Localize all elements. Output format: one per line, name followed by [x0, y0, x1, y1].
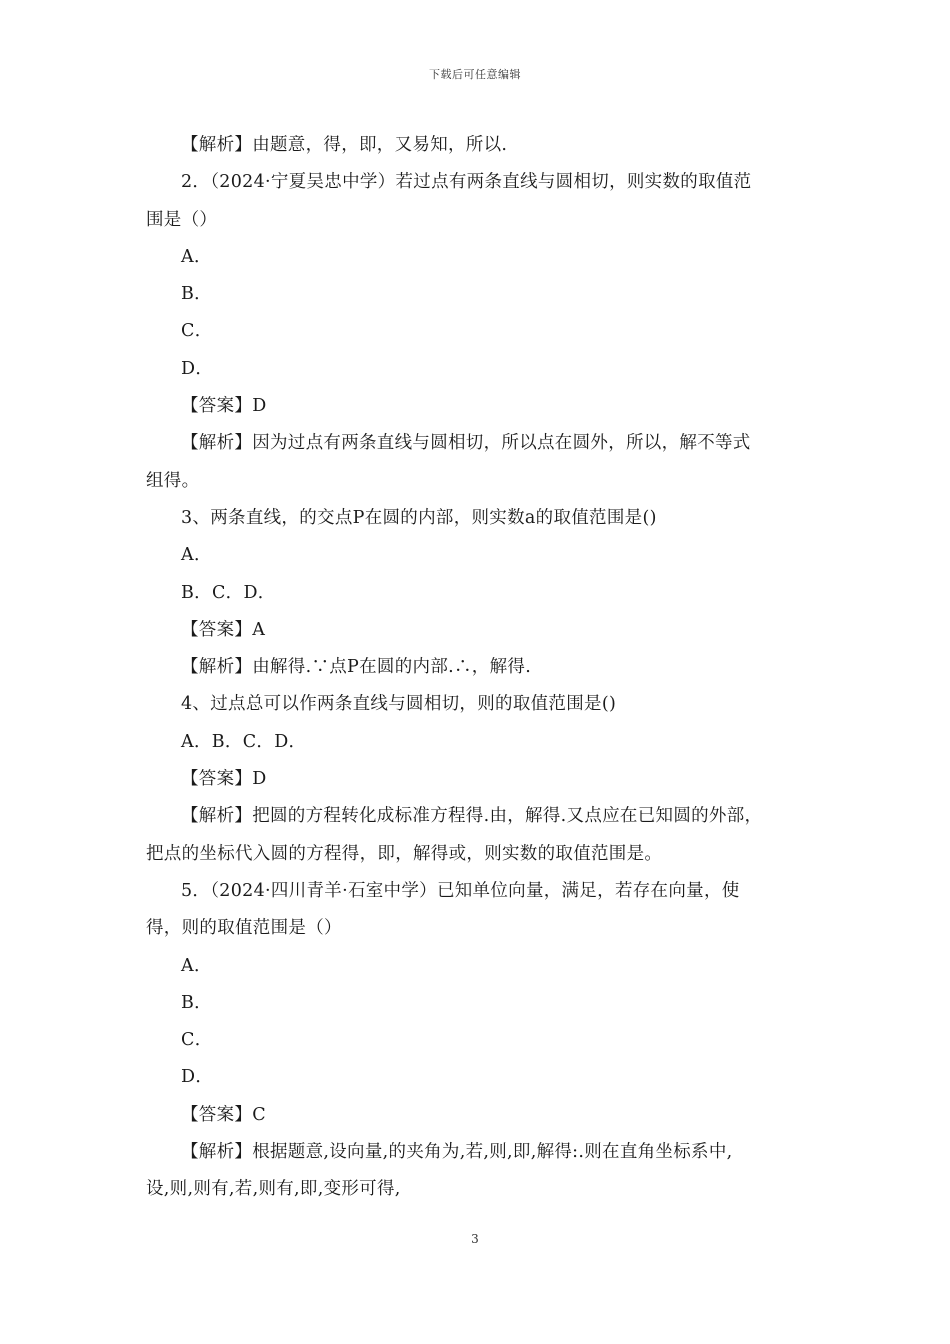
text-line: 5．（2024·四川青羊·石室中学）已知单位向量，满足，若存在向量，使 — [181, 880, 740, 901]
text-line: A． — [181, 955, 212, 976]
text-line: 【解析】由题意，得，即，又易知，所以. — [181, 135, 508, 155]
text-line: 【解析】由解得.∵点P在圆的内部.∴，解得. — [181, 657, 532, 678]
text-line: 围是（） — [146, 209, 218, 230]
text-line: 组得。 — [146, 470, 200, 491]
text-line: 4、过点总可以作两条直线与圆相切，则的取值范围是() — [181, 694, 617, 715]
text-line: C． — [181, 321, 213, 342]
text-line: 【解析】根据题意,设向量,的夹角为,若,则,即,解得:.则在直角坐标系中, — [181, 1142, 733, 1163]
document-body — [146, 127, 812, 1209]
text-line: D． — [181, 358, 214, 379]
text-line: D． — [181, 1067, 214, 1088]
text-line: 3、两条直线，的交点P在圆的内部，则实数a的取值范围是() — [181, 507, 657, 528]
text-line: A．B．C．D． — [181, 731, 307, 752]
page-header: 下载后可任意编辑 — [429, 68, 521, 81]
text-line: 【解析】把圆的方程转化成标准方程得.由，解得.又点应在已知圆的外部， — [181, 806, 763, 827]
text-line: A． — [181, 246, 212, 267]
text-line: B． — [181, 284, 212, 305]
text-line: A． — [181, 545, 212, 566]
text-line: 设,则,则有,若,则有,即,变形可得, — [146, 1179, 401, 1200]
text-line: 【答案】D — [181, 396, 267, 417]
text-line: 得，则的取值范围是（） — [146, 918, 342, 939]
text-line: 【答案】C — [181, 1104, 266, 1125]
text-line: B．C．D． — [181, 582, 276, 603]
text-line: C． — [181, 1030, 213, 1051]
text-line: 【解析】因为过点有两条直线与圆相切，所以点在圆外，所以，解不等式 — [181, 433, 751, 454]
text-line: 【答案】A — [181, 619, 266, 640]
text-line: 把点的坐标代入圆的方程得，即，解得或，则实数的取值范围是。 — [146, 843, 663, 864]
text-line: 【答案】D — [181, 769, 267, 790]
text-line: B． — [181, 992, 212, 1013]
page-number: 3 — [471, 1232, 479, 1246]
text-line: 2．（2024·宁夏吴忠中学）若过点有两条直线与圆相切，则实数的取值范 — [181, 172, 752, 193]
